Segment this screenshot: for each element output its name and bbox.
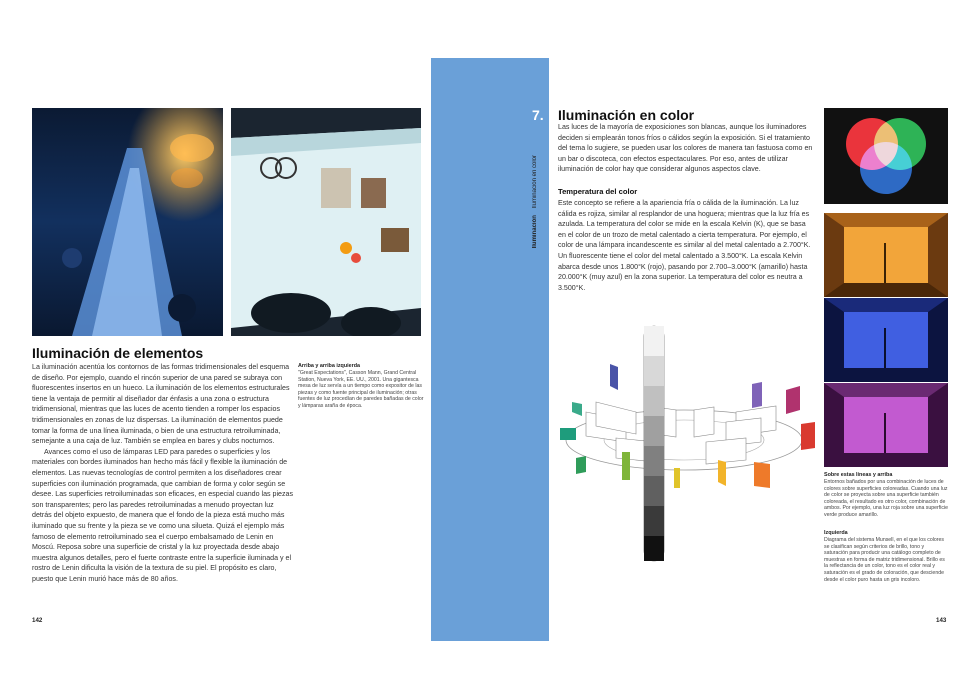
right-caption-2 — [824, 530, 948, 583]
right-page-title: Iluminación en color — [558, 107, 695, 123]
rgb-color-circles — [824, 108, 948, 204]
right-caption-1-text: Entornos bañados por una combinación de luces de colores sobre superficies coloreadas. Cuando una luz de color se proyecta sobre una superficie también coloreada, el resultado es otro color, combinación de ambos. Por ejemplo, una luz roja sobre una superficie verde produce amarillo. — [824, 479, 948, 518]
left-body-text — [32, 362, 294, 584]
photo-lightbox-table — [231, 108, 421, 336]
photo-gallery-table — [32, 108, 223, 336]
left-paragraph-1: La iluminación acentúa los contornos de las formas tridimensionales del esquema de diseño. Por ejemplo, cuando el rincón superior de una pared se subraya con fluorescentes insertos en un hueco. La iluminación de los elementos estructurales tiene la ventaja de permitir al diseñador dar énfasis a una zona o estructura tridimensional, mientras que las luces de acento tienden a romper los espacios tridimensionales en zonas de luz dispersas. La iluminación de elementos puede tomar la forma de una línea iluminada, o bien de una estructura retroiluminada, semejante a una caja de luz. También se emplea en bares y clubs nocturnos. — [32, 363, 290, 446]
munsell-diagram — [556, 312, 818, 564]
left-caption — [298, 363, 424, 410]
photo-yellow-room — [824, 213, 948, 297]
left-caption-text: "Great Expectations", Casson Mann, Grand Central Station, Nueva York, EE. UU., 2001. Una gigantesca mesa de luz servía a un tiempo como expositor de las piezas y como fuente principal de iluminación; otras fuentes de luz procedían de paredes bañadas de color y lámparas araña de época. — [298, 370, 424, 409]
subheading-temperature: Temperatura del color — [558, 187, 638, 196]
right-intro-text: Las luces de la mayoría de exposiciones son blancas, aunque los iluminadores deciden si emplearán tonos fríos o cálidos según la exposición. Si el tratamiento del tema lo sugiere, se pueden usar los colores de manera tan fastuosa como en un bar o discoteca, con efectos espectaculares. Por eso, antes de utilizar iluminación de color hay que considerar algunos aspectos clave. — [558, 123, 813, 174]
photo-blue-room — [824, 298, 948, 382]
temperature-text: Este concepto se refiere a la apariencia fría o cálida de la iluminación. La luz cálida es rojiza, similar al resplandor de una hoguera; mientras que la luz fría es azulada. La temperatura del color se mide en la escala Kelvin (K), que se basa en el color de un trozo de metal calentado a cierta temperatura. Por ejemplo, el color de una lámpara incandescente es similar al del metal calentado a 2.700°K. Un fluorescente tiene el color del metal calentado a 3.500°K. La escala Kelvin abarca desde unos 1.800°K (rojo), pasando por 2.700–3.000°K (amarillo) hasta 20.000°K (muy azul) en la zona superior. La temperatura del color es neutra a 3.500°K. — [558, 199, 811, 292]
page-number-left: 142 — [32, 617, 43, 624]
right-caption-2-title: Izquierda — [824, 530, 848, 536]
right-caption-2-text: Diagrama del sistema Munsell, en el que los colores se clasifican según criterios de brillo, tono y saturación para producir una catálogo completo de muestras en forma de matriz tridimensional. Brillo es la reflectancia de un color, tono es el color real y saturación es el grado de coloración, que desciende desde el color puro hasta un gris incoloro. — [824, 537, 945, 583]
side-tab — [532, 128, 546, 248]
photo-purple-room — [824, 383, 948, 467]
page-number-right: 143 — [936, 617, 947, 624]
side-tab-bold: Iluminación — [532, 214, 538, 248]
side-tab-light: Iluminación en color — [532, 154, 538, 208]
left-page-title: Iluminación de elementos — [32, 345, 204, 361]
right-caption-1 — [824, 472, 948, 519]
right-caption-1-title: Sobre estas líneas y arriba — [824, 472, 893, 478]
left-paragraph-2: Avances como el uso de lámparas LED para paredes o superficies y los materiales con bordes iluminados han hecho más fácil y flexible la iluminación de elementos. Las nuevas tecnologías de control permiten a los diseñadores crear superficies con iluminación programada, que cambian de forma y color según se desee. Las superficies retroiluminadas son eficaces, en especial cuando las piezas son transparentes; pero las paredes retroiluminadas a menudo proyectan luz detrás del objeto expuesto, de manera que el fondo de la pieza está mucho más iluminado que su frente y la pieza se ve como una silueta. Quizá el ejemplo más famoso de elemento retroiluminado sea el cuerpo embalsamado de Lenin en Moscú. Reposa sobre una superficie de cristal y la luz proyectada desde abajo muestra algunos detalles, pero el fuerte contraste entre la superficie iluminada y el rostro de Lenin dificulta la visión de la textura de su piel. El propósito es claro, puesto que Lenin murió hace más de 80 años. — [32, 447, 294, 583]
left-caption-title: Arriba y arriba izquierda — [298, 363, 361, 369]
chapter-number: 7. — [532, 107, 544, 123]
